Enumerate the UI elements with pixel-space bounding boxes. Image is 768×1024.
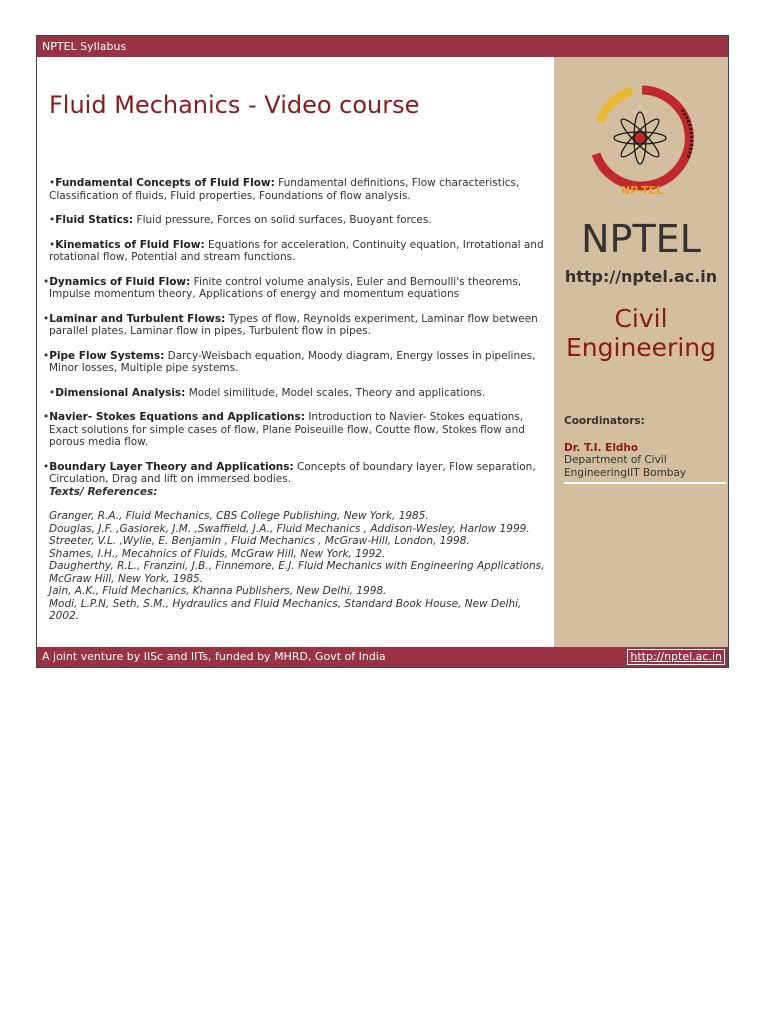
topic-item: •Dynamics of Fluid Flow: Finite control volume analysis, Euler and Bernoulli's theorems, Impulse momentum theory, Applications of energy and momentum equations [43,275,522,300]
coordinator-name: Dr. T.I. Eldho [564,441,639,454]
topic-heading: Dimensional Analysis: [55,386,186,399]
sidebar [554,57,728,649]
brand-name: NPTEL [581,217,701,261]
footer-bar [37,647,728,667]
topic-item: •Laminar and Turbulent Flows: Types of flow, Reynolds experiment, Laminar flow between parallel plates, Laminar flow in pipes, Turbulent flow in pipes. [43,312,538,337]
topic-heading: Laminar and Turbulent Flows: [49,312,226,325]
topic-heading: Dynamics of Fluid Flow: [49,275,191,288]
topic-heading: Kinematics of Fluid Flow: [55,238,205,251]
reference-item: Streeter, V.L. ,Wylie, E. Benjamin , Fluid Mechanics , McGraw-Hill, London, 1998. [49,535,470,547]
coordinators-label: Coordinators: [564,415,645,427]
reference-item: Jain, A.K., Fluid Mechanics, Khanna Publishers, New Delhi, 1998. [49,585,387,597]
divider [564,482,726,484]
topic-item: •Boundary Layer Theory and Applications: Concepts of boundary layer, Flow separation, Circulation, Drag and lift on immersed bodies. [43,460,536,485]
page-title: Fluid Mechanics - Video course [49,91,420,119]
topic-item: •Fluid Statics: Fluid pressure, Forces on solid surfaces, Buoyant forces. [49,214,432,226]
topic-item: •Fundamental Concepts of Fluid Flow: Fundamental definitions, Flow characteristics, Classification of fluids, Fluid properties, Foundations of flow analysis. [49,177,520,202]
reference-item: Granger, R.A., Fluid Mechanics, CBS College Publishing, New York, 1985. [49,510,429,522]
topic-heading: Boundary Layer Theory and Applications: [49,460,294,473]
reference-item: Douglas, J.F. ,Gasiorek, J.M. ,Swaffield, J.A., Fluid Mechanics , Addison-Wesley, Harlow 1999. [49,522,530,535]
topic-text: Fluid pressure, Forces on solid surfaces, Buoyant forces. [133,214,432,226]
footer-link[interactable]: http://nptel.ac.in [627,649,725,665]
department-line: Civil [614,304,668,333]
topic-text: Darcy-Weisbach equation, Moody diagram, Energy losses in pipelines, Minor losses, Multiple pipe systems. [49,349,536,374]
department-name [554,304,728,362]
coordinators-block [564,415,724,484]
coordinator-dept: EngineeringIIT Bombay [564,466,687,479]
topic-text: Model similitude, Model scales, Theory and applications. [185,386,486,399]
topic-text: Concepts of boundary layer, Flow separation, Circulation, Drag and lift on immersed bodies. [49,460,536,485]
topic-item: •Dimensional Analysis: Model similitude, Model scales, Theory and applications. [49,386,486,399]
logo-text: NP-TEL [620,184,664,197]
reference-item: Modi, L.P.N, Seth, S.M., Hydraulics and Fluid Mechanics, Standard Book House, New Delhi, 2002. [49,597,522,622]
topic-item: •Pipe Flow Systems: Darcy-Weisbach equation, Moody diagram, Energy losses in pipelines, Minor losses, Multiple pipe systems. [43,349,536,374]
topic-text: Equations for acceleration, Continuity equation, Irrotational and rotational flow, Potential and stream functions. [49,238,544,263]
reference-list [49,510,552,623]
references-label: Texts/ References: [49,485,158,498]
footer-text: A joint venture by IISc and IITs, funded by MHRD, Govt of India [42,650,386,663]
topic-text: Introduction to Navier- Stokes equations, Exact solutions for simple cases of flow, Plane Poiseuille flow, Coutte flow, Stokes flow and porous media flow. [49,411,525,448]
topic-text: Finite control volume analysis, Euler and Bernoulli's theorems, Impulse momentum theory, Applications of energy and momentum equations [49,275,522,300]
nptel-logo [582,82,702,202]
topic-heading: Fundamental Concepts of Fluid Flow: [55,177,275,189]
topic-item: •Navier- Stokes Equations and Applications: Introduction to Navier- Stokes equations, Exact solutions for simple cases of flow, Plane Poiseuille flow, Coutte flow, Stokes flow and porous media flow. [43,411,525,448]
coordinator-dept: Department of Civil [564,454,667,466]
topic-text: Types of flow, Reynolds experiment, Laminar flow between parallel plates, Laminar flow in pipes, Turbulent flow in pipes. [49,312,538,337]
topic-heading: Pipe Flow Systems: [49,349,165,362]
topic-heading: Fluid Statics: [55,214,134,226]
department-line: Engineering [566,333,716,362]
topic-list [43,177,552,623]
topic-item: •Kinematics of Fluid Flow: Equations for acceleration, Continuity equation, Irrotational and rotational flow, Potential and stream functions. [49,238,544,263]
header-bar: NPTEL Syllabus [37,36,728,57]
main-content [37,57,554,649]
reference-item: Daugherthy, R.L., Franzini, J.B., Finnemore, E.J. Fluid Mechanics with Engineering Applications, McGraw Hill, New York, 1985. [49,560,545,585]
topic-text: Fundamental definitions, Flow characteristics, Classification of fluids, Fluid properties, Foundations of flow analysis. [49,177,520,202]
brand-url[interactable]: http://nptel.ac.in [564,267,718,286]
topic-heading: Navier- Stokes Equations and Applications: [49,411,305,423]
reference-item: Shames, I.H., Mecahnics of Fluids, McGraw Hill, New York, 1992. [49,547,386,560]
syllabus-frame [36,35,729,668]
